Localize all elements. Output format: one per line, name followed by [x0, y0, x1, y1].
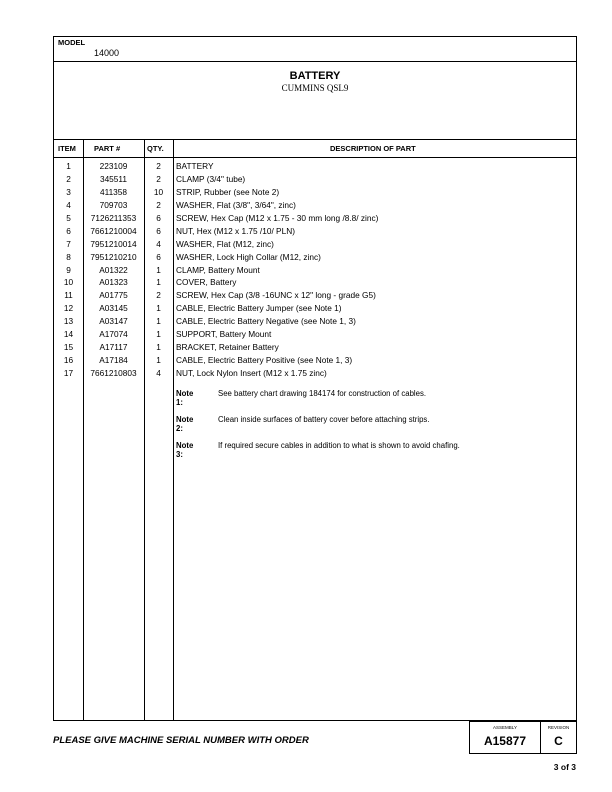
table-row: [54, 251, 576, 264]
part-number: 7951210014: [90, 238, 137, 249]
quantity: 1: [156, 342, 161, 353]
model-box: [54, 37, 576, 62]
page-subtitle: CUMMINS QSL9: [281, 83, 349, 93]
model-label: MODEL: [58, 38, 86, 47]
quantity: 2: [156, 290, 161, 301]
table-row: [54, 302, 576, 315]
table-row: [54, 341, 576, 354]
revision-box: [541, 721, 577, 754]
part-number: 411358: [99, 186, 128, 197]
part-description: NUT, Hex (M12 x 1.75 /10/ PLN): [176, 225, 295, 236]
table-row: [54, 186, 576, 199]
item-number: 13: [63, 316, 74, 327]
header-item: ITEM: [58, 144, 76, 153]
table-row: [54, 264, 576, 277]
part-number: 7951210210: [90, 251, 137, 262]
part-number: 7661210004: [90, 225, 137, 236]
model-number: 14000: [94, 48, 120, 58]
quantity: 10: [153, 186, 164, 197]
part-description: WASHER, Flat (M12, zinc): [176, 238, 274, 249]
part-description: CLAMP, Battery Mount: [176, 264, 260, 275]
page-number: 3 of 3: [553, 762, 576, 772]
header-part: PART #: [94, 144, 121, 153]
quantity: 2: [156, 173, 161, 184]
table-row: [54, 238, 576, 251]
part-description: CABLE, Electric Battery Positive (see Note 1, 3): [176, 355, 353, 366]
item-number: 9: [66, 264, 71, 275]
quantity: 1: [156, 329, 161, 340]
quantity: 6: [156, 251, 161, 262]
item-number: 4: [66, 199, 71, 210]
item-number: 1: [66, 161, 71, 171]
quantity: 6: [156, 225, 161, 236]
part-description: CABLE, Electric Battery Jumper (see Note 1): [176, 303, 342, 314]
part-description: SUPPORT, Battery Mount: [176, 329, 272, 340]
part-number: 345511: [99, 173, 128, 184]
table-row: [54, 328, 576, 341]
note-label: Note 1:: [176, 389, 194, 407]
part-number: A01775: [99, 290, 128, 301]
revision-label: REVISION: [547, 725, 570, 730]
part-description: SCREW, Hex Cap (3/8 -16UNC x 12" long - grade G5): [176, 290, 376, 301]
item-number: 7: [66, 238, 71, 249]
assembly-label: ASSEMBLY: [493, 725, 517, 730]
part-number: A17074: [99, 329, 128, 340]
part-number: A01322: [99, 264, 128, 275]
part-number: A17184: [99, 355, 128, 366]
part-description: BRACKET, Retainer Battery: [176, 342, 279, 353]
part-number: 7126211353: [90, 212, 137, 223]
revision-value: C: [554, 734, 563, 748]
table-row: [54, 173, 576, 186]
table-row: [54, 212, 576, 225]
item-number: 17: [63, 368, 74, 378]
item-number: 8: [66, 251, 71, 262]
table-row: [54, 276, 576, 289]
page-title: BATTERY: [289, 70, 341, 82]
quantity: 1: [156, 277, 161, 288]
part-number: A03147: [99, 316, 128, 327]
table-row: [54, 199, 576, 212]
part-description: COVER, Battery: [176, 277, 237, 288]
table-row: [54, 367, 576, 380]
part-number: 709703: [99, 199, 128, 210]
part-number: 7661210803: [90, 368, 137, 378]
quantity: 2: [156, 199, 161, 210]
header-qty: QTY.: [147, 144, 164, 153]
table-row: [54, 160, 576, 173]
part-description: WASHER, Flat (3/8", 3/64", zinc): [176, 199, 296, 210]
note-text: If required secure cables in addition to what is shown to avoid chafing.: [218, 441, 460, 450]
item-number: 10: [63, 277, 74, 288]
note-label: Note 2:: [176, 415, 194, 433]
note-text: Clean inside surfaces of battery cover before attaching strips.: [218, 415, 430, 424]
parts-table-body: [54, 160, 576, 380]
item-number: 11: [64, 290, 73, 301]
table-row: [54, 225, 576, 238]
table-row: [54, 354, 576, 367]
parts-list-frame: [53, 36, 577, 721]
part-description: CABLE, Electric Battery Negative (see Note 1, 3): [176, 316, 356, 327]
part-number: A01323: [99, 277, 128, 288]
item-number: 3: [66, 186, 71, 197]
quantity: 2: [156, 161, 161, 171]
quantity: 1: [156, 303, 161, 314]
table-row: [54, 289, 576, 302]
table-header: [54, 140, 576, 158]
quantity: 1: [156, 264, 161, 275]
serial-number-notice: PLEASE GIVE MACHINE SERIAL NUMBER WITH ORDER: [53, 735, 309, 746]
assembly-box: [469, 721, 541, 754]
quantity: 6: [156, 212, 161, 223]
item-number: 12: [63, 303, 74, 314]
note-text: See battery chart drawing 184174 for construction of cables.: [218, 389, 427, 398]
quantity: 4: [156, 238, 161, 249]
item-number: 5: [66, 212, 71, 223]
table-row: [54, 315, 576, 328]
part-number: A03145: [99, 303, 128, 314]
quantity: 4: [156, 368, 161, 378]
quantity: 1: [156, 316, 161, 327]
part-number: A17117: [99, 342, 128, 353]
part-description: CLAMP (3/4" tube): [176, 173, 246, 184]
part-description: BATTERY: [176, 161, 214, 171]
header-description: DESCRIPTION OF PART: [330, 144, 416, 153]
part-description: WASHER, Lock High Collar (M12, zinc): [176, 251, 321, 262]
item-number: 6: [66, 225, 71, 236]
part-number: 223109: [99, 161, 128, 171]
part-description: NUT, Lock Nylon Insert (M12 x 1.75 zinc): [176, 368, 327, 378]
part-description: SCREW, Hex Cap (M12 x 1.75 - 30 mm long /8.8/ zinc): [176, 212, 379, 223]
item-number: 15: [63, 342, 74, 353]
note-label: Note 3:: [176, 441, 194, 459]
quantity: 1: [156, 355, 161, 366]
title-block: [54, 62, 576, 140]
assembly-number: A15877: [483, 734, 527, 748]
item-number: 16: [63, 355, 74, 366]
item-number: 2: [66, 173, 71, 184]
item-number: 14: [63, 329, 74, 340]
part-description: STRIP, Rubber (see Note 2): [176, 186, 280, 197]
